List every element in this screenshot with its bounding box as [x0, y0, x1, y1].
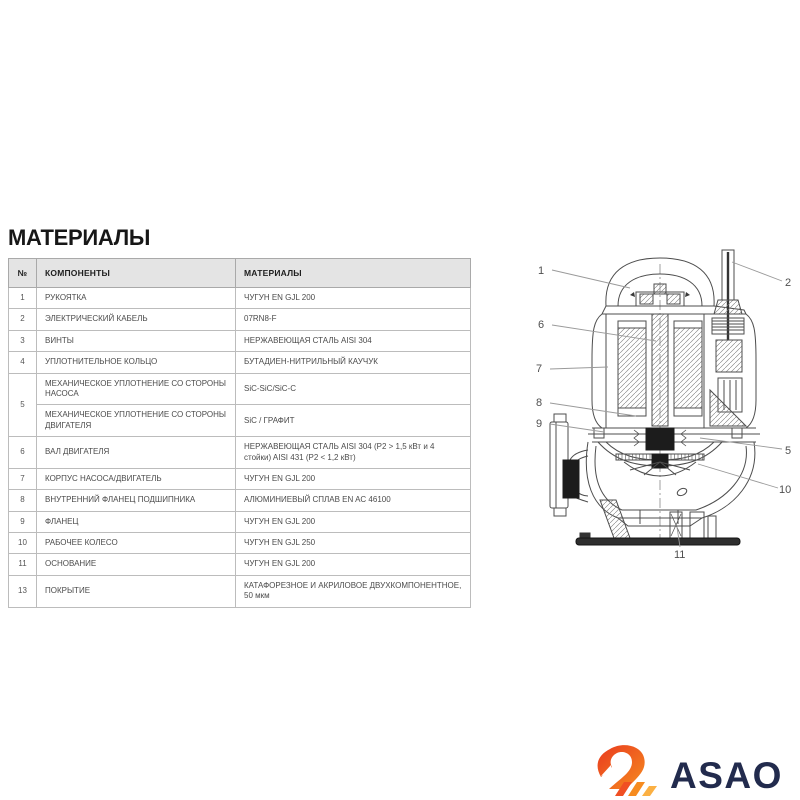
logo-stripe-3	[642, 786, 657, 796]
header-no: №	[9, 259, 37, 288]
component-cell: УПЛОТНИТЕЛЬНОЕ КОЛЬЦО	[37, 352, 236, 373]
component-cell: ФЛАНЕЦ	[37, 511, 236, 532]
component-cell: ВНУТРЕННИЙ ФЛАНЕЦ ПОДШИПНИКА	[37, 490, 236, 511]
callout-label: 6	[538, 319, 545, 331]
row-number-cell: 8	[9, 490, 37, 511]
material-cell: ЧУГУН EN GJL 200	[236, 288, 471, 309]
materials-table	[8, 258, 471, 608]
component-cell: ЭЛЕКТРИЧЕСКИЙ КАБЕЛЬ	[37, 309, 236, 330]
component-cell: МЕХАНИЧЕСКОЕ УПЛОТНЕНИЕ СО СТОРОНЫ НАСОСА	[37, 373, 236, 405]
material-cell: БУТАДИЕН-НИТРИЛЬНЫЙ КАУЧУК	[236, 352, 471, 373]
table-row	[9, 490, 471, 511]
row-number-cell: 6	[9, 437, 37, 469]
material-cell: НЕРЖАВЕЮЩАЯ СТАЛЬ AISI 304	[236, 330, 471, 351]
table-row	[9, 352, 471, 373]
table-row	[9, 437, 471, 469]
component-cell: ВИНТЫ	[37, 330, 236, 351]
pump-body	[550, 250, 760, 545]
logo-text: ASAO	[670, 755, 783, 796]
row-number-cell: 9	[9, 511, 37, 532]
row-number-cell: 4	[9, 352, 37, 373]
pump-cross-section-svg	[530, 248, 800, 566]
component-cell: РУКОЯТКА	[37, 288, 236, 309]
material-cell: АЛЮМИНИЕВЫЙ СПЛАВ EN AC 46100	[236, 490, 471, 511]
callout-label: 8	[536, 397, 543, 409]
table-row	[9, 330, 471, 351]
table-row	[9, 309, 471, 330]
page-title: МАТЕРИАЛЫ	[8, 224, 151, 250]
table-row	[9, 575, 471, 607]
callout-label: 2	[785, 277, 792, 289]
asao-logo-icon	[596, 744, 660, 796]
header-materials: МАТЕРИАЛЫ	[236, 259, 471, 288]
table-row	[9, 405, 471, 437]
table-row	[9, 288, 471, 309]
material-cell: ЧУГУН EN GJL 250	[236, 533, 471, 554]
header-components: КОМПОНЕНТЫ	[37, 259, 236, 288]
table-row	[9, 511, 471, 532]
callout-label: 5	[785, 445, 792, 457]
row-number-cell: 13	[9, 575, 37, 607]
material-cell: 07RN8-F	[236, 309, 471, 330]
material-cell: ЧУГУН EN GJL 200	[236, 554, 471, 575]
callout-label: 9	[536, 418, 543, 430]
component-cell: ВАЛ ДВИГАТЕЛЯ	[37, 437, 236, 469]
callout-label: 10	[779, 484, 792, 496]
materials-table-body	[9, 288, 471, 608]
pump-diagram	[530, 248, 800, 566]
component-cell: РАБОЧЕЕ КОЛЕСО	[37, 533, 236, 554]
table-row	[9, 468, 471, 489]
callout-label: 11	[674, 549, 686, 561]
material-cell: ЧУГУН EN GJL 200	[236, 468, 471, 489]
row-number-cell: 11	[9, 554, 37, 575]
material-cell: ЧУГУН EN GJL 200	[236, 511, 471, 532]
table-row	[9, 554, 471, 575]
row-number-cell: 10	[9, 533, 37, 554]
callout-label: 1	[538, 265, 545, 277]
row-number-cell: 7	[9, 468, 37, 489]
material-cell: КАТАФОРЕЗНОЕ И АКРИЛОВОЕ ДВУХКОМПОНЕНТНОЕ, 50 мкм	[236, 575, 471, 607]
table-row	[9, 533, 471, 554]
row-number-cell: 5	[9, 373, 37, 437]
table-header-row	[9, 259, 471, 288]
callout-label: 7	[536, 363, 543, 375]
material-cell: SiC-SiC/SiC-C	[236, 373, 471, 405]
component-cell: МЕХАНИЧЕСКОЕ УПЛОТНЕНИЕ СО СТОРОНЫ ДВИГАТЕЛЯ	[37, 405, 236, 437]
table-row	[9, 373, 471, 405]
component-cell: ПОКРЫТИЕ	[37, 575, 236, 607]
row-number-cell: 3	[9, 330, 37, 351]
row-number-cell: 1	[9, 288, 37, 309]
component-cell: КОРПУС НАСОСА/ДВИГАТЕЛЬ	[37, 468, 236, 489]
component-cell: ОСНОВАНИЕ	[37, 554, 236, 575]
material-cell: НЕРЖАВЕЮЩАЯ СТАЛЬ AISI 304 (P2 > 1,5 кВт и 4 стойки) AISI 431 (P2 < 1,2 кВт)	[236, 437, 471, 469]
row-number-cell: 2	[9, 309, 37, 330]
asao-logo	[596, 744, 783, 796]
material-cell: SiC / ГРАФИТ	[236, 405, 471, 437]
